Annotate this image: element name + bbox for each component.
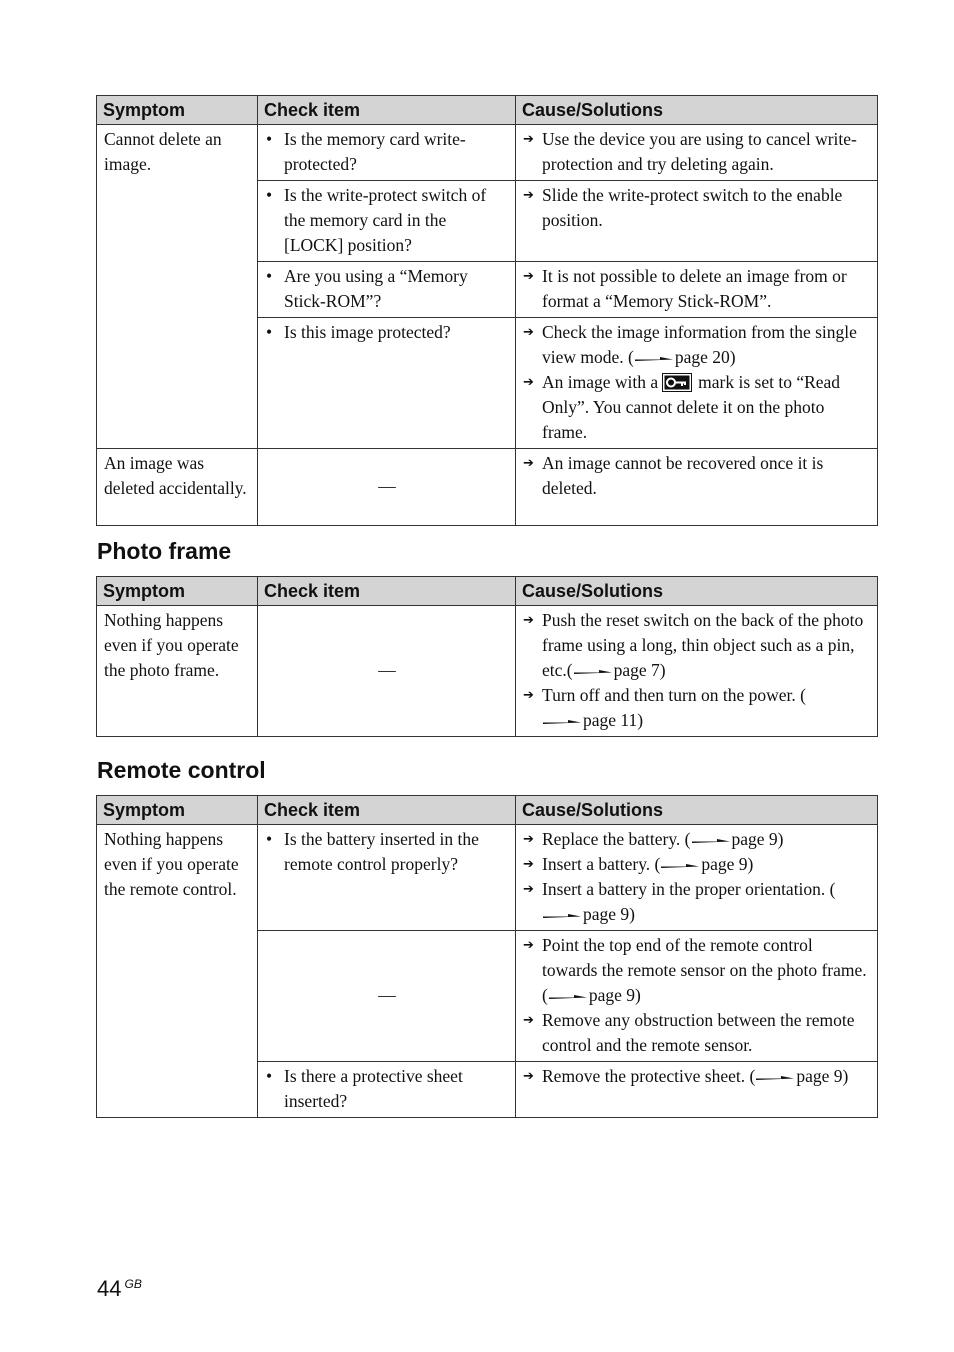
solution-cell: [516, 606, 878, 737]
solution-text: ➔ Use the device you are using to cancel write-protection and try deleting again.: [523, 127, 871, 177]
check-item-cell: [258, 318, 516, 449]
solution-text: ➔ Slide the write-protect switch to the enable position.: [523, 183, 871, 233]
protect-key-mark-icon: [662, 373, 692, 392]
check-item-cell: [258, 449, 516, 526]
solution-text: ➔ It is not possible to delete an image from or format a “Memory Stick-ROM”.: [523, 264, 871, 314]
delete-troubleshooting-table: [96, 95, 878, 526]
symptom-cell: [97, 825, 258, 1118]
check-item-text: • Is this image protected?: [265, 320, 509, 345]
page-reference-arrow-icon: [542, 909, 582, 919]
symptom-header: Symptom: [97, 96, 258, 125]
check-item-header: Check item: [258, 796, 516, 825]
solution-text: ➔ Replace the battery. ( page 9): [523, 827, 871, 852]
check-item-cell: [258, 825, 516, 931]
solution-text: ➔ Push the reset switch on the back of the photo frame using a long, thin object such as a pin, etc.( page 7): [523, 608, 871, 683]
check-item-cell: [258, 125, 516, 181]
check-item-cell: [258, 931, 516, 1062]
check-item-header: Check item: [258, 577, 516, 606]
empty-dash: —: [378, 985, 396, 1005]
solution-cell: [516, 262, 878, 318]
check-item-header: Check item: [258, 96, 516, 125]
photo-frame-troubleshooting-table: [96, 576, 878, 737]
solution-cell: [516, 449, 878, 526]
check-item-text: • Are you using a “Memory Stick-ROM”?: [265, 264, 509, 314]
page-reference-arrow-icon: [542, 715, 582, 725]
solution-text: ➔ Remove any obstruction between the remote control and the remote sensor.: [523, 1008, 871, 1058]
page-reference-arrow-icon: [660, 859, 700, 869]
solution-text: ➔ Point the top end of the remote control towards the remote sensor on the photo frame. ( page 9): [523, 933, 871, 1008]
check-item-text: • Is the battery inserted in the remote control properly?: [265, 827, 509, 877]
check-item-cell: [258, 181, 516, 262]
cause-solutions-header: Cause/Solutions: [516, 96, 878, 125]
check-item-cell: [258, 262, 516, 318]
page-reference-arrow-icon: [548, 990, 588, 1000]
solution-text: ➔ Remove the protective sheet. ( page 9): [523, 1064, 871, 1089]
symptom-cell: [97, 606, 258, 737]
symptom-cell: [97, 449, 258, 526]
solution-cell: [516, 825, 878, 931]
cause-solutions-header: Cause/Solutions: [516, 577, 878, 606]
solution-cell: [516, 125, 878, 181]
page-reference-arrow-icon: [573, 665, 613, 675]
remote-control-troubleshooting-table: [96, 795, 878, 1118]
page-number: 44 $^{GB}$: [97, 1276, 142, 1301]
solution-text: ➔ Insert a battery in the proper orientation. (page 9): [523, 877, 871, 927]
check-item-text: • Is the write-protect switch of the memory card in the [LOCK] position?: [265, 183, 509, 258]
solution-cell: [516, 181, 878, 262]
solution-cell: [516, 318, 878, 449]
solution-text: ➔ Check the image information from the single view mode. ( page 20): [523, 320, 871, 370]
solution-text: ➔ An image with a mark is set to “Read Only”. You cannot delete it on the photo frame.: [523, 370, 871, 445]
symptom-text: Nothing happens even if you operate the photo frame.: [104, 610, 239, 680]
symptom-text: Nothing happens even if you operate the remote control.: [104, 829, 239, 899]
empty-dash: —: [378, 476, 396, 496]
check-item-cell: [258, 606, 516, 737]
symptom-text: An image was deleted accidentally.: [104, 453, 247, 498]
page-reference-arrow-icon: [755, 1071, 795, 1081]
solution-cell: [516, 931, 878, 1062]
solution-text: ➔ Insert a battery. ( page 9): [523, 852, 871, 877]
symptom-text: Cannot delete an image.: [104, 129, 222, 174]
solution-text: ➔ Turn off and then turn on the power. (page 11): [523, 683, 871, 733]
check-item-cell: [258, 1062, 516, 1118]
region-code: GB: [124, 1277, 142, 1291]
photo-frame-heading: Photo frame: [97, 538, 232, 564]
page-reference-arrow-icon: [691, 834, 731, 844]
symptom-cell: [97, 125, 258, 449]
solution-text: ➔ An image cannot be recovered once it is deleted.: [523, 451, 871, 501]
symptom-header: Symptom: [97, 577, 258, 606]
page-reference-arrow-icon: [634, 352, 674, 362]
remote-control-heading: Remote control: [97, 757, 266, 783]
check-item-text: • Is the memory card write-protected?: [265, 127, 509, 177]
check-item-text: • Is there a protective sheet inserted?: [265, 1064, 509, 1114]
solution-cell: [516, 1062, 878, 1118]
symptom-header: Symptom: [97, 796, 258, 825]
empty-dash: —: [378, 660, 396, 680]
cause-solutions-header: Cause/Solutions: [516, 796, 878, 825]
